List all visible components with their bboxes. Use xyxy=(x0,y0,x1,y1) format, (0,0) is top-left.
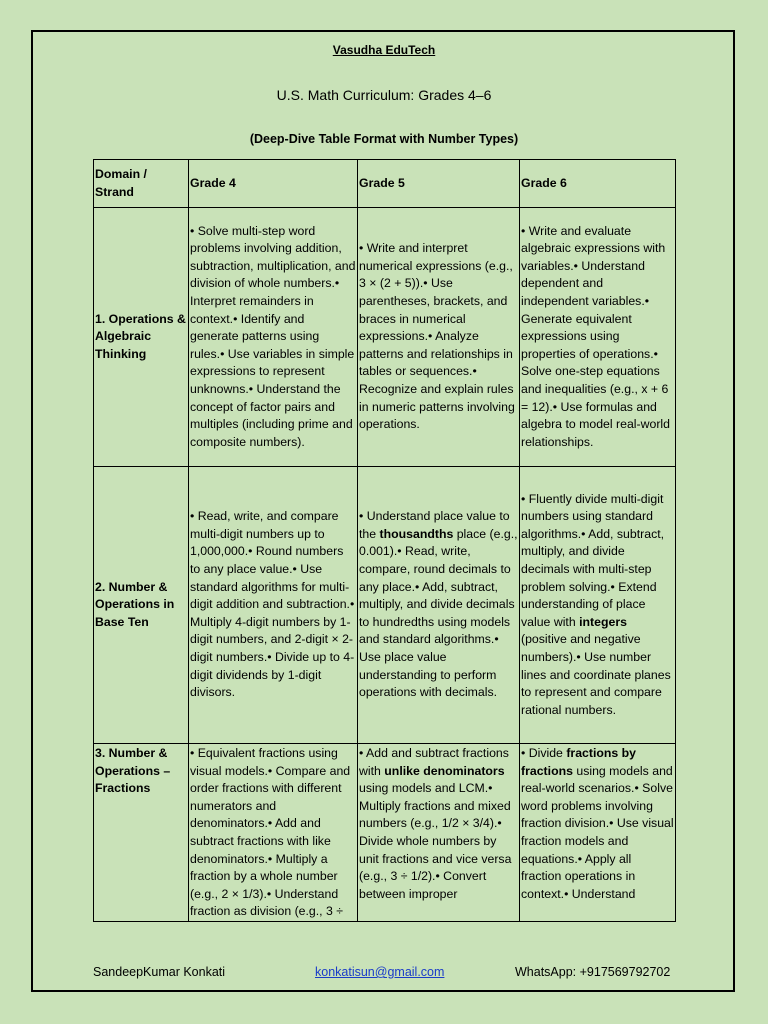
company-name: Vasudha EduTech xyxy=(332,43,436,57)
column-header-grade-6: Grade 6 xyxy=(520,160,676,208)
cell-content: • Equivalent fractions using visual models.• Compare and order fractions with different numerators and denominators.• Add and subtract fractions with like denominators.• Multiply a fraction by a whole number (e.g., 2 × 1/3).• Understand fraction as division (e.g., 3 ÷ xyxy=(190,746,351,919)
domain-cell xyxy=(94,744,189,922)
column-header-domain: Domain / Strand xyxy=(94,160,189,208)
grade-4-cell xyxy=(189,744,358,922)
grade-4-cell: • Solve multi-step word problems involving addition, subtraction, multiplication, and division of whole numbers.• Interpret remainders in context.• Identify and generate patterns using rules.• Use variables in simple expressions to represent unknowns.• Understand the concept of factor pairs and multiples (including prime and composite numbers). xyxy=(189,208,358,467)
column-header-grade-4: Grade 4 xyxy=(189,160,358,208)
cell-content xyxy=(359,745,518,921)
column-header-grade-5: Grade 5 xyxy=(358,160,520,208)
table-row xyxy=(94,208,676,467)
cell-text: using models and real-world scenarios.• Solve word problems involving fraction division.• Use visual fraction models and equations.• Apply all fraction operations in context.• Understand xyxy=(521,763,674,901)
grade-5-cell xyxy=(358,467,520,744)
cell-bold-term: unlike denominators xyxy=(384,763,505,778)
domain-cell: 2. Number & Operations in Base Ten xyxy=(94,467,189,744)
cell-text: place (e.g., 0.001).• Read, write, compare, round decimals to any place.• Add, subtract, multiply, and divide decimals to hundredths using models and standard algorithms.• Use place value understanding to perform operations with decimals. xyxy=(359,526,518,700)
table-header-row xyxy=(94,160,676,208)
footer-email-link[interactable]: konkatisun@gmail.com xyxy=(315,965,445,979)
table-row xyxy=(94,744,676,922)
grade-5-cell xyxy=(358,744,520,922)
cell-text: • Fluently divide multi-digit numbers using standard algorithms.• Add, subtract, multiply, and divide decimals with multi-step problem solving.• Extend understanding of place value with xyxy=(521,491,665,629)
footer-author-name: SandeepKumar Konkati xyxy=(93,965,226,979)
cell-text: • Understand place value to the xyxy=(359,509,510,541)
grade-6-cell: • Write and evaluate algebraic expressions with variables.• Understand dependent and independent variables.• Generate equivalent expressions using properties of operations.• Solve one-step equations and inequalities (e.g., x + 6 = 12).• Use formulas and algebra to model real-world relationships. xyxy=(520,208,676,467)
grade-5-cell: • Write and interpret numerical expressions (e.g., 3 × (2 + 5)).• Use parentheses, brackets, and braces in numerical expressions.• Analyze patterns and relationships in tables or sequences.• Recognize and explain rules in numeric patterns involving operations. xyxy=(358,208,520,467)
cell-text: • Divide xyxy=(521,746,567,760)
grade-6-cell xyxy=(520,744,676,922)
grade-4-cell: • Read, write, and compare multi-digit numbers up to 1,000,000.• Round numbers to any place value.• Use standard algorithms for multi-digit addition and subtraction.• Multiply 4-digit numbers by 1-digit numbers, and 2-digit × 2-digit numbers.• Divide up to 4-digit dividends by 1-digit divisors. xyxy=(189,467,358,744)
footer-whatsapp: WhatsApp: +917569792702 xyxy=(515,965,671,979)
cell-content xyxy=(521,745,674,921)
cell-text: using models and LCM.• Multiply fractions and mixed numbers (e.g., 1/2 × 3/4).• Divide whole numbers by unit fractions and vice versa (e.g., 3 ÷ 1/2).• Convert between improper xyxy=(359,781,512,901)
cell-bold-term: thousandths xyxy=(379,526,454,541)
cell-content: 3. Number & Operations – Fractions xyxy=(95,746,171,796)
cell-bold-term: integers xyxy=(579,614,627,629)
domain-cell: 1. Operations & Algebraic Thinking xyxy=(94,208,189,467)
cell-bold-term: fractions by fractions xyxy=(521,746,637,778)
table-row xyxy=(94,467,676,744)
cell-text: • Add and subtract fractions with xyxy=(359,746,509,778)
cell-text: (positive and negative numbers).• Use number lines and coordinate planes to represent and compare rational numbers. xyxy=(521,632,671,717)
grade-6-cell xyxy=(520,467,676,744)
page-title: U.S. Math Curriculum: Grades 4–6 xyxy=(276,87,492,103)
curriculum-table xyxy=(93,159,676,922)
page-subtitle: (Deep-Dive Table Format with Number Types) xyxy=(249,132,519,146)
